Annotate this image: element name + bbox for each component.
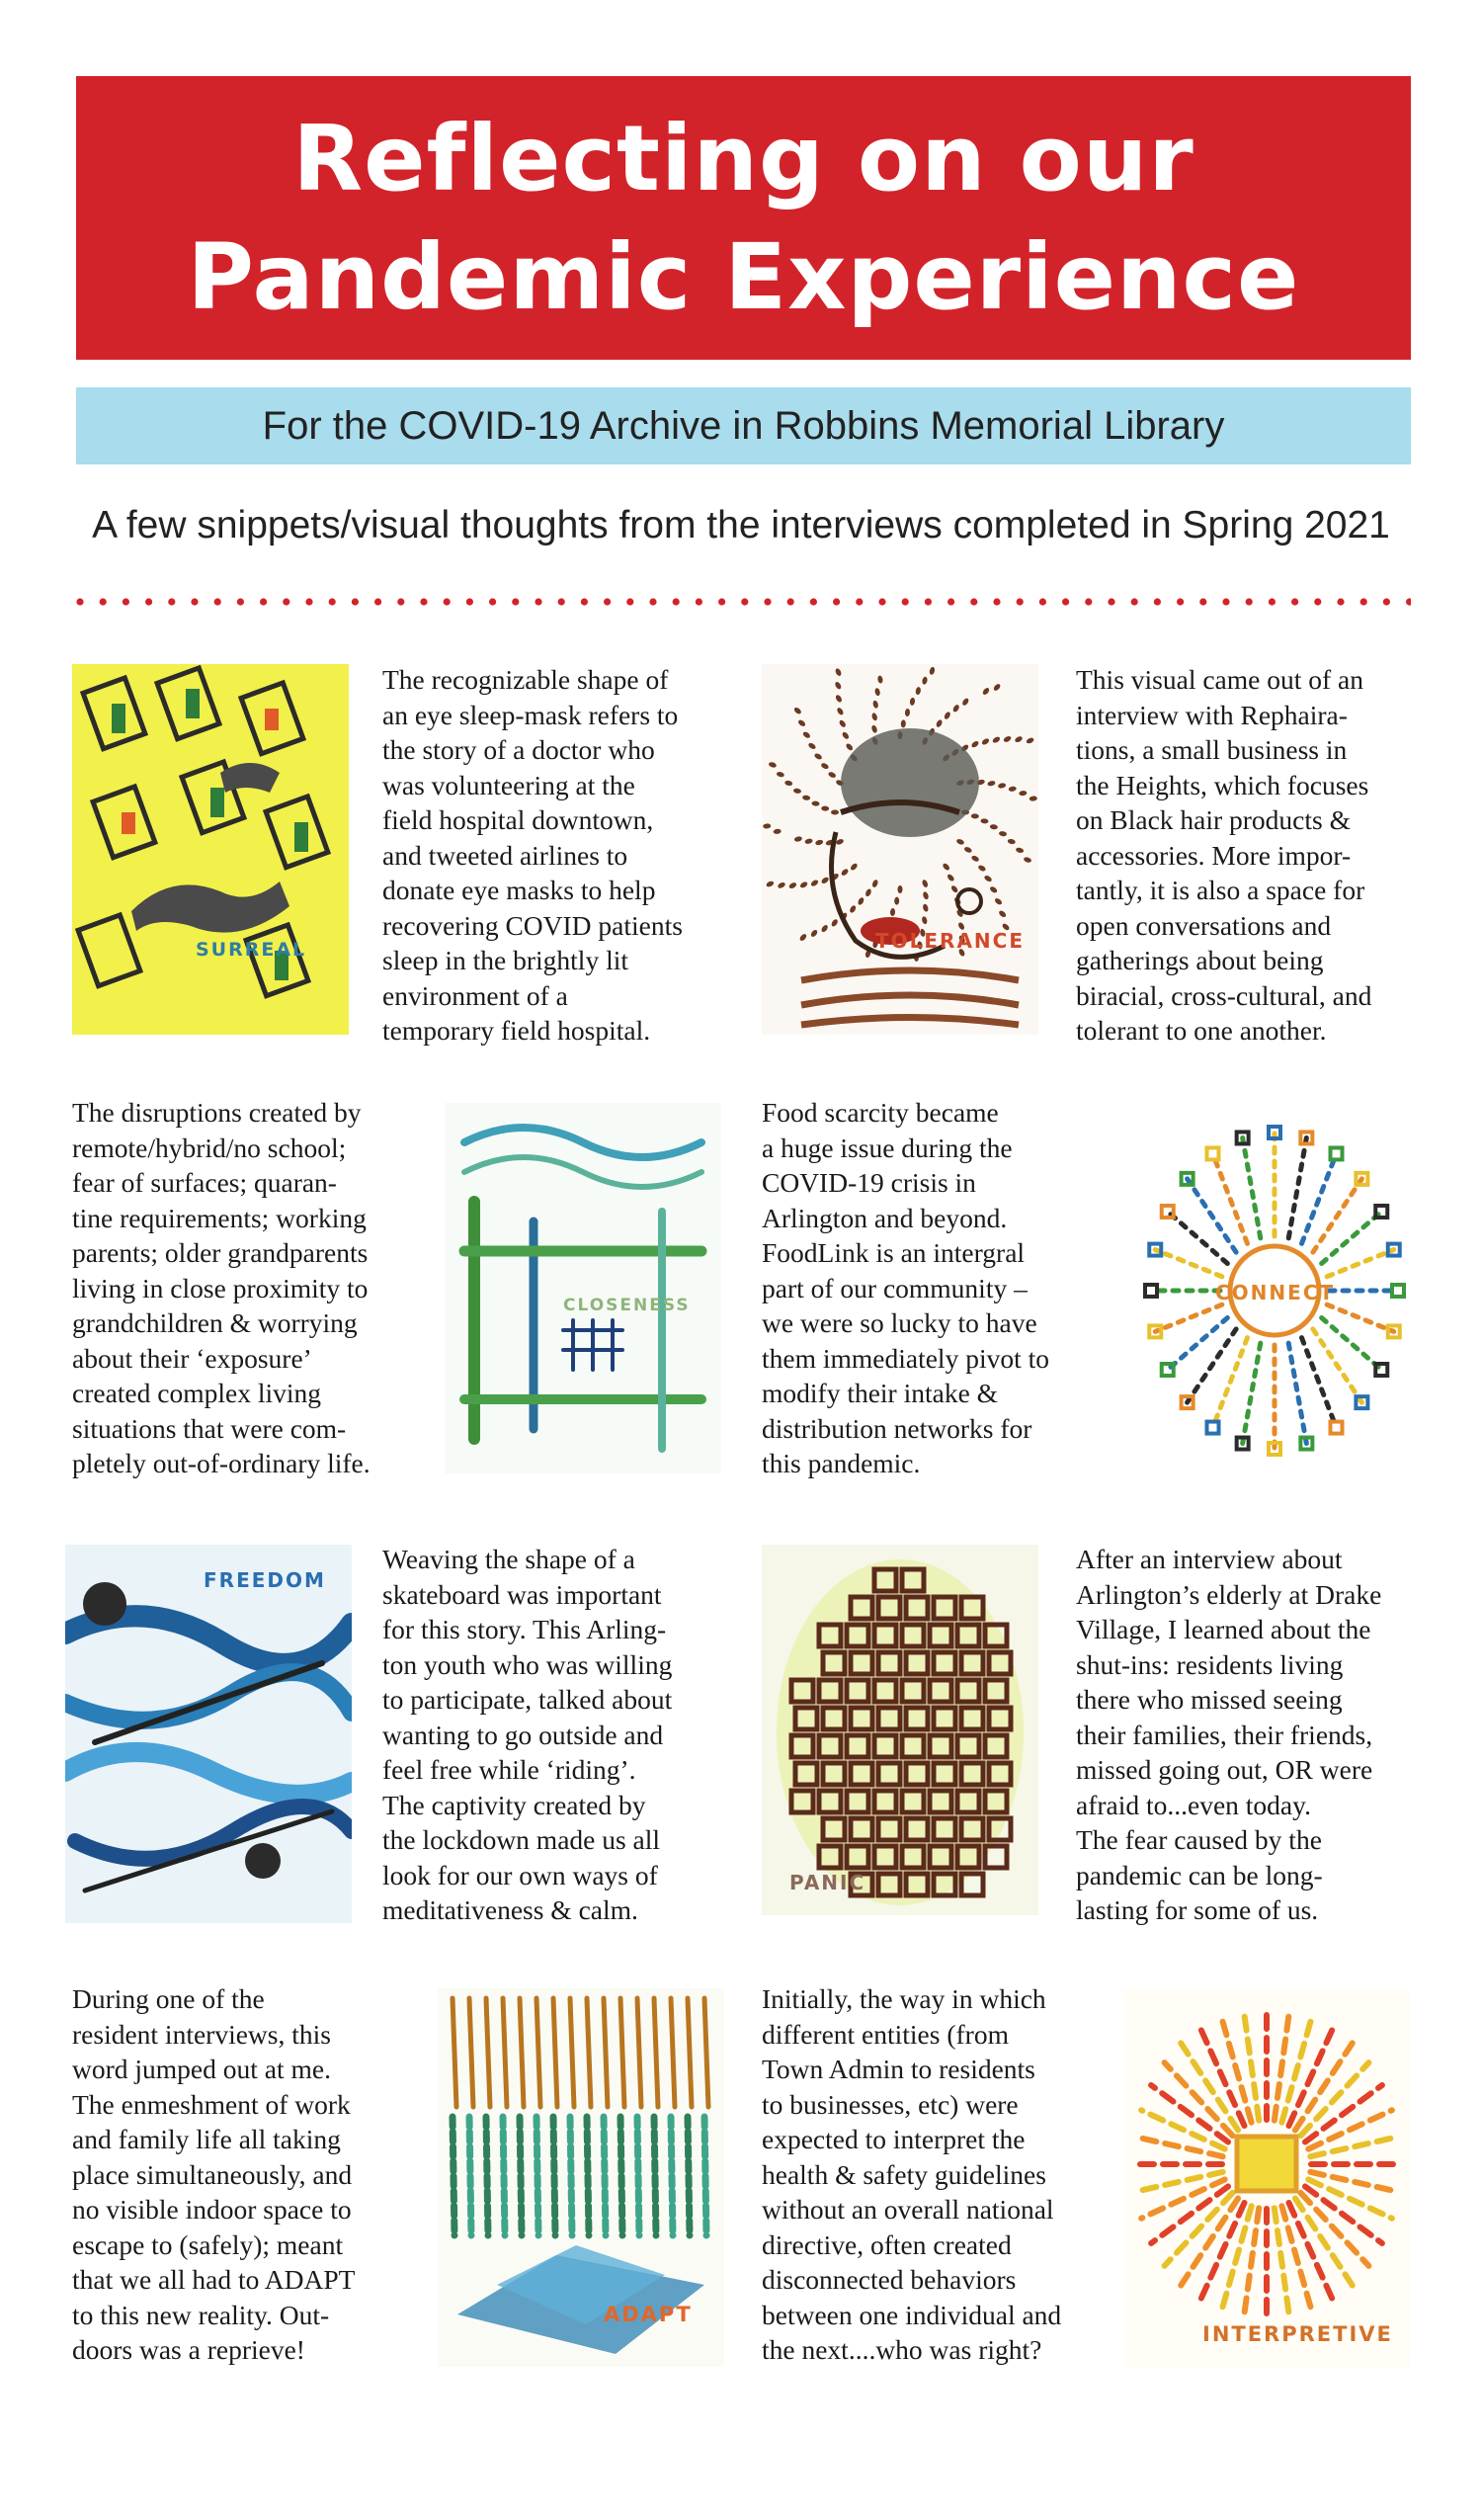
- connect-label: CONNECT: [1215, 1281, 1336, 1304]
- connect-artwork: [1136, 1103, 1413, 1473]
- title-banner: [76, 76, 1411, 360]
- intro-text: A few snippets/visual thoughts from the interviews completed in Spring 2021: [92, 504, 1390, 546]
- freedom-label: FREEDOM: [204, 1568, 326, 1592]
- freedom-caption: Weaving the shape of a skateboard was important for this story. This Arling- ton youth who was willing to participate, talked about wanting to go outside and feel free while ‘riding’. The captivity created by the lockdown made us all look for our own ways of meditativeness & calm.: [382, 1544, 673, 1925]
- panic-artwork: [762, 1545, 1038, 1915]
- surreal-artwork: [72, 664, 349, 1035]
- title-line-1: Reflecting on our: [292, 105, 1194, 211]
- panic-label: PANIC: [789, 1871, 866, 1894]
- dotted-divider: [76, 596, 1411, 608]
- adapt-label: ADAPT: [604, 2303, 693, 2326]
- closeness-label: CLOSENESS: [563, 1296, 691, 1315]
- adapt-artwork: [438, 1988, 724, 2367]
- closeness-artwork: [445, 1103, 721, 1473]
- interpretive-artwork: [1123, 1988, 1410, 2367]
- interpretive-label: INTERPRETIVE: [1202, 2322, 1393, 2346]
- subtitle-band: For the COVID-19 Archive in Robbins Memorial Library: [76, 387, 1411, 464]
- connect-caption: Food scarcity became a huge issue during the COVID-19 crisis in Arlington and beyond. FoodLink is an intergral part of our community – we were so lucky to have them immediately pivot to modify their intake & distribution networks for this pandemic.: [762, 1097, 1049, 1478]
- panic-caption: After an interview about Arlington’s elderly at Drake Village, I learned about the shut-ins: residents living there who missed seeing their families, their friends, missed going out, OR were afraid to...even today. The fear caused by the pandemic can be long- lasting for some of us.: [1076, 1544, 1382, 1925]
- closeness-caption: The disruptions created by remote/hybrid/no school; fear of surfaces; quaran- tine requirements; working parents; older grandparents living in close proximity to grandchildren & worrying about their ‘exposure’ created complex living situations that were com- pletely out-of-ordinary life.: [72, 1097, 370, 1478]
- title-line-2: Pandemic Experience: [187, 223, 1300, 330]
- tolerance-caption: This visual came out of an interview with Rephaira- tions, a small business in the Heights, which focuses on Black hair products & accessories. More impor- tantly, it is also a space for open conversations and gatherings about being biracial, cross-cultural, and tolerant to one another.: [1076, 664, 1372, 1046]
- freedom-artwork: [65, 1545, 352, 1923]
- interpretive-caption: Initially, the way in which different entities (from Town Admin to residents to businesses, etc) were expected to interpret the health & safety guidelines without an overall national directive, often created disconnected behaviors between one individual and the next....who was right?: [762, 1983, 1062, 2365]
- tolerance-artwork: [762, 664, 1038, 1035]
- adapt-caption: During one of the resident interviews, this word jumped out at me. The enmeshment of work and family life all taking place simultaneously, and no visible indoor space to escape to (safely); meant that we all had to ADAPT to this new reality. Out- doors was a reprieve!: [72, 1983, 356, 2365]
- surreal-caption: The recognizable shape of an eye sleep-mask refers to the story of a doctor who was volunteering at the field hospital downtown, and tweeted airlines to donate eye masks to help recovering COVID patients sleep in the brightly lit environment of a temporary field hospital.: [382, 664, 683, 1046]
- surreal-label: SURREAL: [196, 939, 307, 961]
- tolerance-label: TOLERANCE: [875, 929, 1026, 953]
